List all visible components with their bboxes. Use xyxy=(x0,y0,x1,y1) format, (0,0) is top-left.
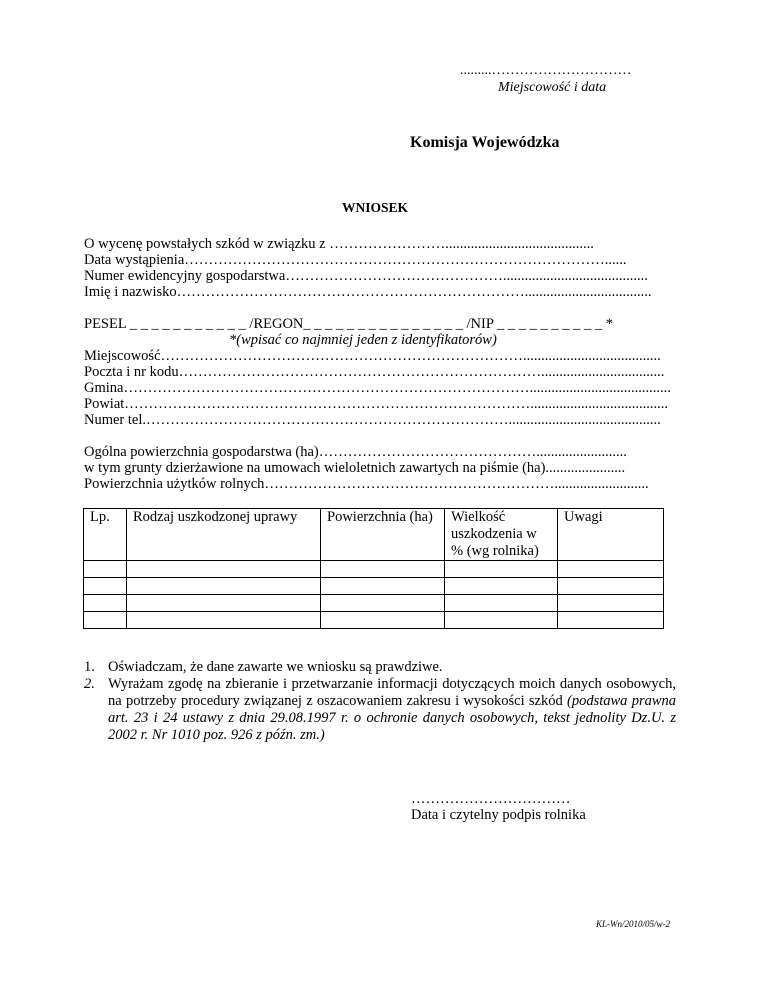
table-cell[interactable] xyxy=(84,612,127,629)
declarations-list xyxy=(84,659,676,744)
header-remarks: Uwagi xyxy=(558,509,664,561)
table-cell[interactable] xyxy=(127,561,321,578)
table-cell[interactable] xyxy=(127,612,321,629)
form-code: KL-Wn/2010/05/w-2 xyxy=(596,919,671,929)
locality-field[interactable]: Miejscowość…………………………………………………………………...................................... xyxy=(84,348,661,364)
header-area: Powierzchnia (ha) xyxy=(321,509,445,561)
declaration-number: 1. xyxy=(84,659,95,675)
table-cell[interactable] xyxy=(445,595,558,612)
declaration-text: Wyrażam zgodę na zbieranie i przetwarzanie informacji dotyczących moich danych osobowych, na potrzeby procedury związanej z oszacowaniem zakresu i wysokości szkód xyxy=(108,676,676,709)
table-row xyxy=(84,561,664,578)
table-row xyxy=(84,578,664,595)
table-row xyxy=(84,612,664,629)
declaration-item xyxy=(84,659,676,676)
damage-table xyxy=(83,508,664,629)
date-dots: .........………………………… xyxy=(460,63,632,78)
table-cell[interactable] xyxy=(445,561,558,578)
agricultural-area-field[interactable]: Powierzchnia użytków rolnych…………………………………………………….......................... xyxy=(84,476,649,492)
table-cell[interactable] xyxy=(321,595,445,612)
damage-reason-field[interactable]: O wycenę powstałych szkód w związku z ……………………......................................... xyxy=(84,236,594,252)
table-cell[interactable] xyxy=(84,578,127,595)
declaration-number: 2. xyxy=(84,676,95,692)
full-name-field[interactable]: Imię i nazwisko………………………………………………………………................................... xyxy=(84,284,652,300)
phone-field[interactable]: Numer tel.………………………………………………………………….......................................... xyxy=(84,412,661,428)
identifiers-note: *(wpisać co najmniej jeden z identyfikatorów) xyxy=(229,332,497,348)
county-field[interactable]: Powiat…………………………………………………………………………...................................... xyxy=(84,396,669,412)
table-cell[interactable] xyxy=(445,578,558,595)
table-cell[interactable] xyxy=(445,612,558,629)
table-row xyxy=(84,595,664,612)
signature-dots[interactable]: …………………………… xyxy=(411,791,571,807)
header-crop-type: Rodzaj uszkodzonej uprawy xyxy=(127,509,321,561)
table-cell[interactable] xyxy=(558,612,664,629)
table-cell[interactable] xyxy=(558,561,664,578)
total-area-field[interactable]: Ogólna powierzchnia gospodarstwa (ha)………………………………………......................... xyxy=(84,444,627,460)
date-caption: Miejscowość i data xyxy=(498,80,607,95)
table-cell[interactable] xyxy=(127,578,321,595)
table-cell[interactable] xyxy=(84,561,127,578)
table-cell[interactable] xyxy=(321,612,445,629)
form-title: WNIOSEK xyxy=(342,200,409,215)
table-cell[interactable] xyxy=(127,595,321,612)
leased-area-field[interactable]: w tym grunty dzierżawione na umowach wieloletnich zawartych na piśmie (ha)...................... xyxy=(84,460,626,476)
farm-number-field[interactable]: Numer ewidencyjny gospodarstwa………………………………………........................................ xyxy=(84,268,648,284)
table-cell[interactable] xyxy=(321,561,445,578)
header-damage-percent: Wielkość uszkodzenia w % (wg rolnika) xyxy=(445,509,558,561)
identifiers-line[interactable]: PESEL _ _ _ _ _ _ _ _ _ _ _ /REGON_ _ _ _ _ _ _ _ _ _ _ _ _ _ _ /NIP _ _ _ _ _ _ _ _ _ _ * xyxy=(84,316,613,332)
legal-basis-text: (podstawa prawna art. 23 i 24 ustawy z dnia 29.08.1997 r. o ochronie danych osobowych, tekst jednolity Dz.U. z 2002 r. Nr 1010 poz. 926 z późn. zm.) xyxy=(108,693,677,743)
declaration-text: Oświadczam, że dane zawarte we wniosku są prawdziwe. xyxy=(108,659,443,675)
declaration-item xyxy=(84,676,676,744)
table-cell[interactable] xyxy=(84,595,127,612)
table-cell[interactable] xyxy=(558,578,664,595)
postal-code-field[interactable]: Poczta i nr kodu………………………………………………………………….................................. xyxy=(84,364,665,380)
signature-caption: Data i czytelny podpis rolnika xyxy=(411,807,586,823)
committee-title: Komisja Wojewódzka xyxy=(410,134,560,151)
table-cell[interactable] xyxy=(558,595,664,612)
table-cell[interactable] xyxy=(321,578,445,595)
occurrence-date-field[interactable]: Data wystąpienia……………………………………………………………………………...... xyxy=(84,252,627,268)
commune-field[interactable]: Gmina…………………………………………………………………………....................................... xyxy=(84,380,671,396)
table-header-row xyxy=(84,509,664,561)
header-lp: Lp. xyxy=(84,509,127,561)
